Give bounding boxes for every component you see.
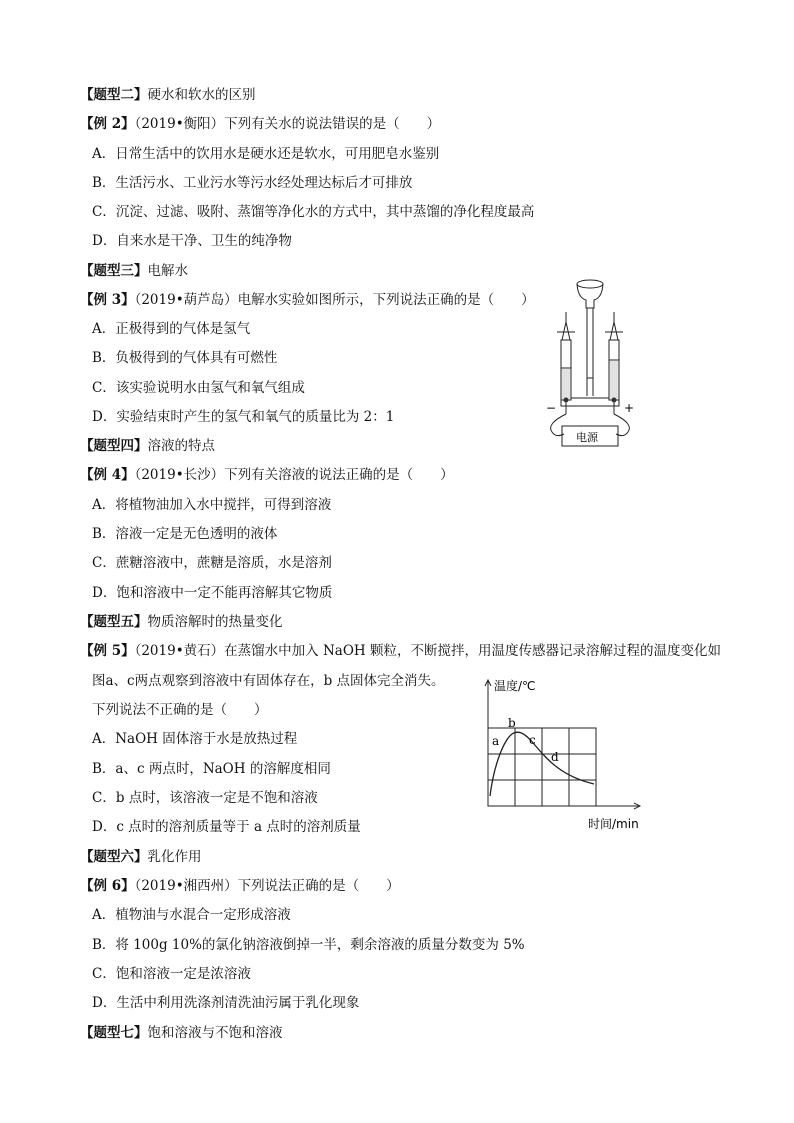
y-axis-label: 温度/℃ [494,679,536,693]
temperature-time-chart [480,672,650,832]
point-label-c: c [529,733,536,747]
option-d: D．生活中利用洗涤剂清洗油污属于乳化现象 [92,995,360,1011]
point-label-a: a [492,734,500,748]
option-a: A．将植物油加入水中搅拌，可得到溶液 [92,497,332,513]
power-supply-label: 电源 [576,431,598,444]
point-label-b: b [508,716,516,730]
option-c: C．饱和溶液一定是浓溶液 [92,966,251,982]
option-d: D．自来水是干净、卫生的纯净物 [92,233,292,249]
example-question-continued: 图a、c两点观察到溶液中有固体存在，b 点固体完全消失。 [92,673,445,689]
example-question: 【例 3】（2019•葫芦岛）电解水实验如图所示，下列说法正确的是（ ） [80,292,535,308]
x-axis-label: 时间/min [588,817,639,831]
option-b: B．负极得到的气体具有可燃性 [92,350,278,366]
option-a: A．日常生活中的饮用水是硬水还是软水，可用肥皂水鉴别 [92,146,440,162]
negative-terminal-label: − [546,401,557,415]
section-title: 【题型五】物质溶解时的热量变化 [80,614,283,630]
option-b: B．a、c 两点时，NaOH 的溶解度相同 [92,761,331,777]
example-question-continued: 下列说法不正确的是（ ） [92,702,268,718]
section-title: 【题型二】硬水和软水的区别 [80,87,256,103]
section-title: 【题型六】乳化作用 [80,849,202,865]
option-a: A．植物油与水混合一定形成溶液 [92,907,291,923]
section-title: 【题型三】电解水 [80,263,188,279]
section-title: 【题型四】溶液的特点 [80,438,215,454]
option-c: C．该实验说明水由氢气和氧气组成 [92,380,305,396]
electrolysis-apparatus-figure [540,274,640,454]
option-c: C．蔗糖溶液中，蔗糖是溶质，水是溶剂 [92,555,332,571]
option-c: C．沉淀、过滤、吸附、蒸馏等净化水的方式中，其中蒸馏的净化程度最高 [92,204,535,220]
option-d: D．c 点时的溶剂质量等于 a 点时的溶剂质量 [92,819,361,835]
option-b: B．生活污水、工业污水等污水经处理达标后才可排放 [92,175,413,191]
positive-terminal-label: + [624,401,635,415]
point-label-d: d [551,750,559,764]
option-d: D．实验结束时产生的氢气和氧气的质量比为 2：1 [92,409,395,425]
example-question: 【例 5】（2019•黄石）在蒸馏水中加入 NaOH 颗粒，不断搅拌，用温度传感器记录溶解过程的温度变化如 [80,643,721,659]
example-question: 【例 4】（2019•长沙）下列有关溶液的说法正确的是（ ） [80,467,454,483]
option-d: D．饱和溶液中一定不能再溶解其它物质 [92,585,333,601]
example-question: 【例 6】（2019•湘西州）下列说法正确的是（ ） [80,878,400,894]
option-c: C．b 点时，该溶液一定是不饱和溶液 [92,790,318,806]
option-a: A．正极得到的气体是氢气 [92,321,251,337]
option-a: A．NaOH 固体溶于水是放热过程 [92,731,298,747]
option-b: B．将 100g 10%的氯化钠溶液倒掉一半，剩余溶液的质量分数变为 5% [92,937,525,953]
option-b: B．溶液一定是无色透明的液体 [92,526,278,542]
section-title: 【题型七】饱和溶液与不饱和溶液 [80,1025,283,1041]
example-question: 【例 2】（2019•衡阳）下列有关水的说法错误的是（ ） [80,116,441,132]
